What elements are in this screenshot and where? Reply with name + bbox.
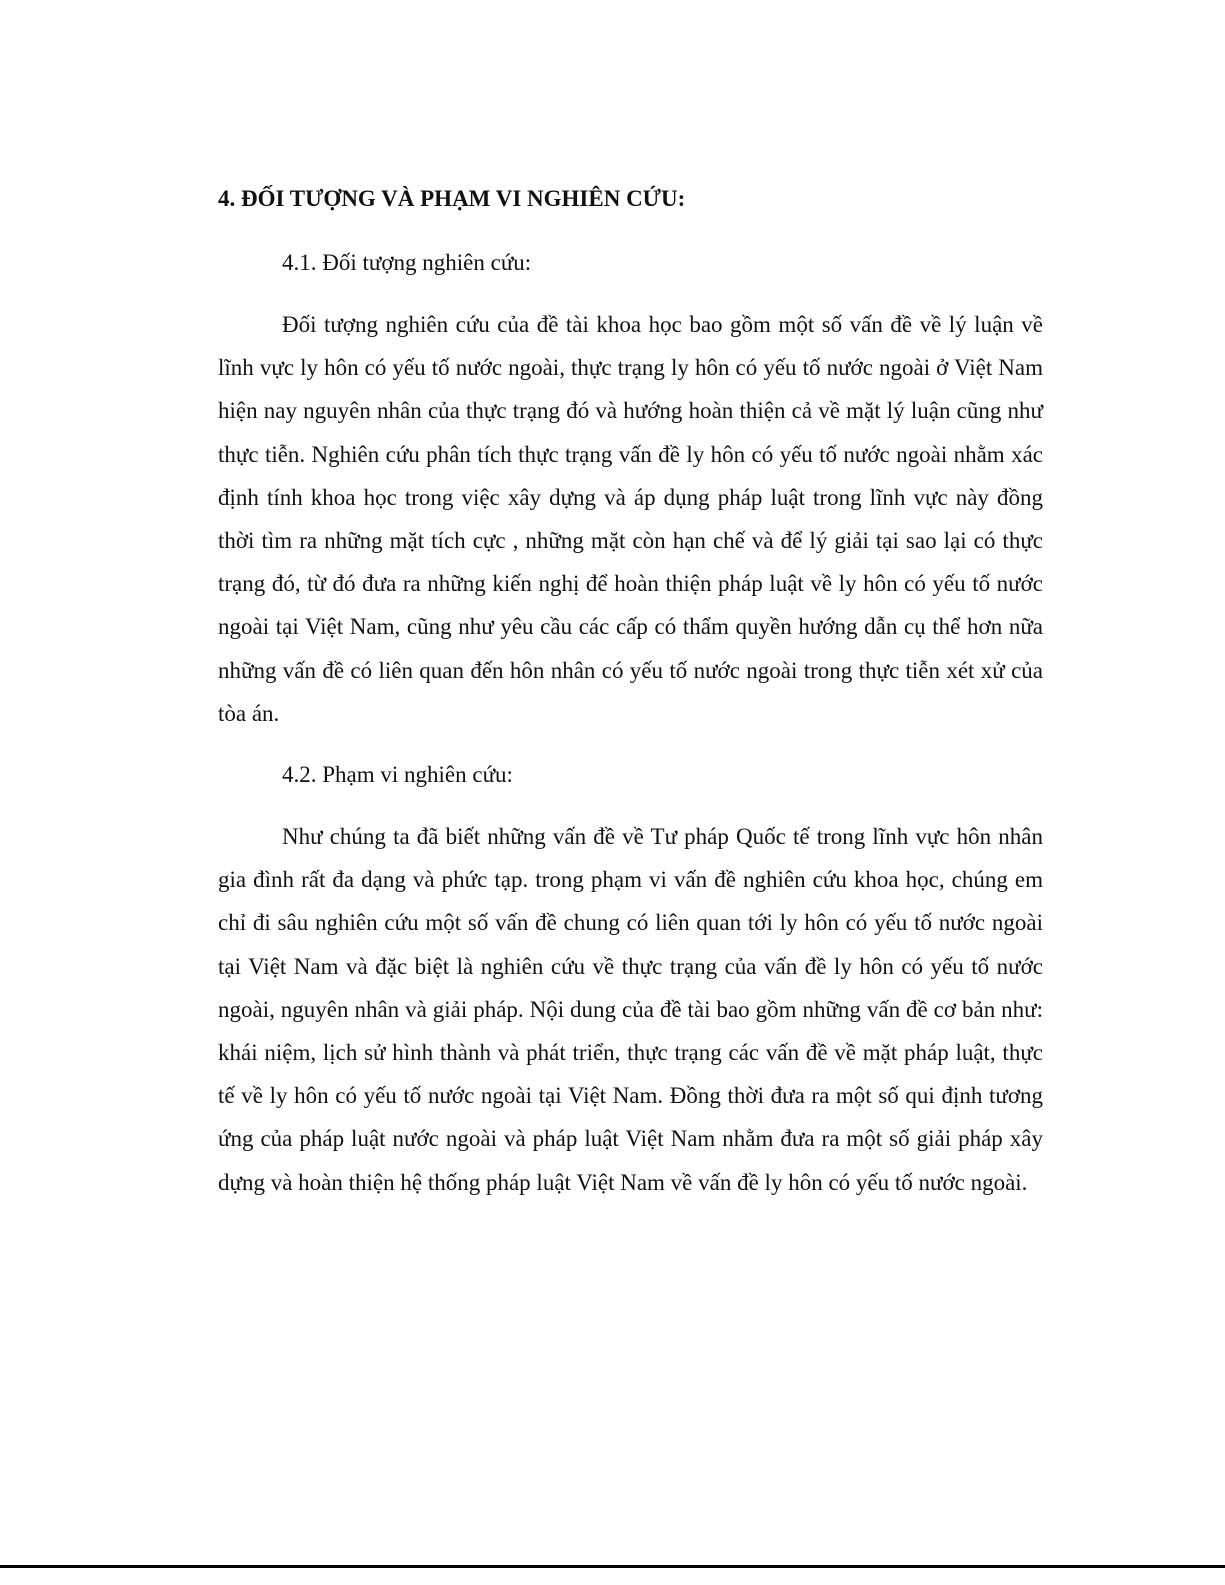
subsection-heading-research-scope: 4.2. Phạm vi nghiên cứu: [282, 762, 513, 787]
section-heading: 4. ĐỐI TƯỢNG VÀ PHẠM VI NGHIÊN CỨU: [218, 186, 686, 211]
paragraph-research-scope: Như chúng ta đã biết những vấn đề về Tư pháp Quốc tế trong lĩnh vực hôn nhân gia đình rất đa dạng và phức tạp. trong phạm vi vấn đề nghiên cứu khoa học, chúng em chỉ đi sâu nghiên cứu một số vấn đề chung có liên quan tới ly hôn có yếu tố nước ngoài tại Việt Nam và đặc biệt là nghiên cứu về thực trạng của vấn đề ly hôn có yếu tố nước ngoài, nguyên nhân và giải pháp. Nội dung của đề tài bao gồm những vấn đề cơ bản như: khái niệm, lịch sử hình thành và phát triển, thực trạng các vấn đề về mặt pháp luật, thực tế về ly hôn có yếu tố nước ngoài tại Việt Nam. Đồng thời đưa ra một số qui định tương ứng của pháp luật nước ngoài và pháp luật Việt Nam nhằm đưa ra một số giải pháp xây dựng và hoàn thiện hệ thống pháp luật Việt Nam về vấn đề ly hôn có yếu tố nước ngoài. [218, 824, 1043, 1195]
page-bottom-border [0, 1565, 1225, 1568]
subsection-heading-research-object: 4.1. Đối tượng nghiên cứu: [282, 250, 532, 275]
paragraph-research-object: Đối tượng nghiên cứu của đề tài khoa học bao gồm một số vấn đề về lý luận về lĩnh vực ly hôn có yếu tố nước ngoài, thực trạng ly hôn có yếu tố nước ngoài ở Việt Nam hiện nay nguyên nhân của thực trạng đó và hướng hoàn thiện cả về mặt lý luận cũng như thực tiễn. Nghiên cứu phân tích thực trạng vấn đề ly hôn có yếu tố nước ngoài nhằm xác định tính khoa học trong việc xây dựng và áp dụng pháp luật trong lĩnh vực này đồng thời tìm ra những mặt tích cực , những mặt còn hạn chế và để lý giải tại sao lại có thực trạng đó, từ đó đưa ra những kiến nghị để hoàn thiện pháp luật về ly hôn có yếu tố nước ngoài tại Việt Nam, cũng như yêu cầu các cấp có thẩm quyền hướng dẫn cụ thể hơn nữa những vấn đề có liên quan đến hôn nhân có yếu tố nước ngoài trong thực tiễn xét xử của tòa án. [218, 312, 1043, 726]
